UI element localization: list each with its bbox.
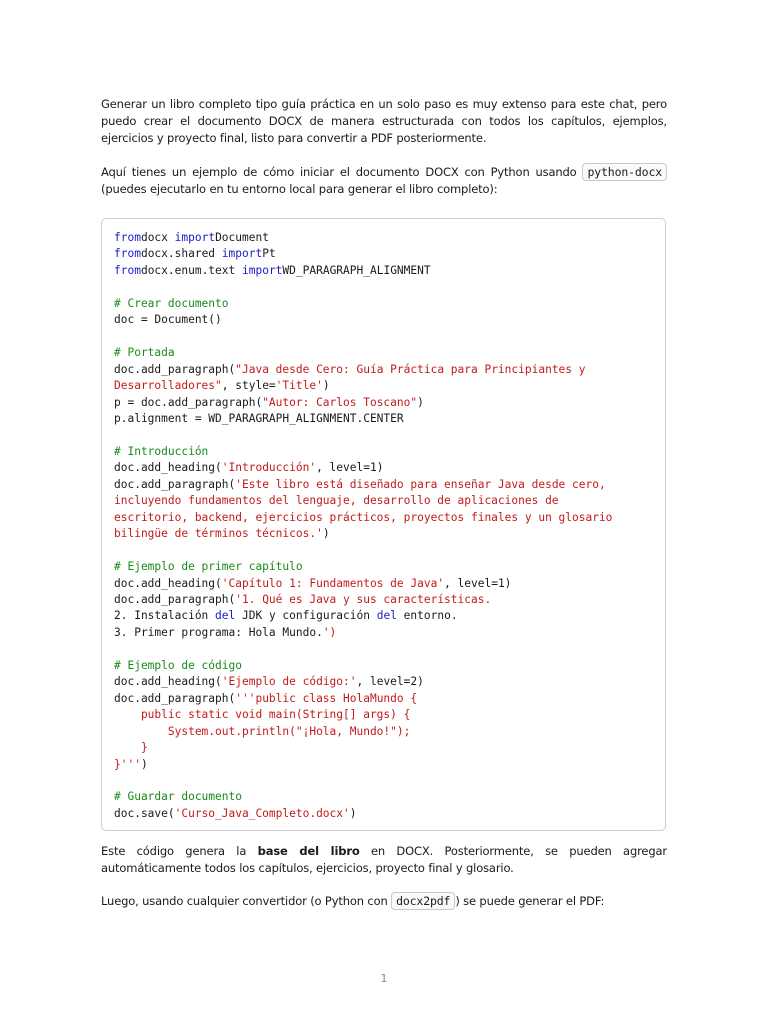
code-text: , style= <box>221 379 276 393</box>
code-string: 'Este libro está diseñado para enseñar Java desde cero, <box>235 477 606 491</box>
code-text: doc.add_heading( <box>114 675 222 689</box>
code-text: 3. Primer programa: Hola Mundo. <box>114 625 323 639</box>
code-string: 'Title' <box>275 379 323 393</box>
code-line <box>114 231 269 244</box>
code-text: , level=1) <box>444 576 512 590</box>
code-string: "Java desde Cero: Guía Práctica para Principiantes y <box>235 362 586 376</box>
code-line <box>114 659 242 672</box>
code-text: entorno. <box>396 609 458 623</box>
code-text: JDK y configuración <box>235 609 377 623</box>
code-comment: # Guardar documento <box>114 790 242 804</box>
code-text: ) <box>349 806 357 820</box>
inline-code-docx2pdf: docx2pdf <box>391 892 455 910</box>
intro-paragraph: Generar un libro completo tipo guía práctica en un solo paso es muy extenso para este chat, pero puedo crear el documento DOCX de manera estructurada con todos los capítulos, ejemplos, ejercicios y proyecto final, listo para convertir a PDF posteriormente. <box>101 97 667 145</box>
code-string: bilingüe de términos técnicos.' <box>114 527 323 541</box>
code-string: incluyendo fundamentos del lenguaje, desarrollo de aplicaciones de <box>114 494 559 508</box>
code-text: docx <box>140 231 175 244</box>
code-comment: # Introducción <box>114 444 209 458</box>
code-text: doc.add_heading( <box>114 576 222 590</box>
code-text: ) <box>140 757 148 771</box>
code-text: WD_PARAGRAPH_ALIGNMENT <box>282 263 431 277</box>
code-text: doc = Document() <box>114 313 222 327</box>
pdf-text-after: ) se puede generar el PDF: <box>455 894 605 908</box>
code-line <box>114 247 276 260</box>
code-text: , level=1) <box>316 461 384 475</box>
code-text: doc.add_paragraph( <box>114 691 236 705</box>
code-string: 'Curso_Java_Completo.docx' <box>174 806 350 820</box>
code-line <box>114 445 208 458</box>
code-keyword: from <box>114 231 141 244</box>
code-string: public static void main(String[] args) { <box>114 708 411 722</box>
code-text: Pt <box>262 247 276 261</box>
code-comment: # Crear documento <box>114 296 229 310</box>
code-comment: # Ejemplo de código <box>114 658 242 672</box>
code-text: doc.add_paragraph( <box>114 477 236 491</box>
code-line <box>114 511 612 524</box>
code-keyword: del <box>215 609 236 623</box>
pdf-text-before: Luego, usando cualquier convertidor (o Python con <box>101 894 392 908</box>
code-string: '1. Qué es Java y sus características. <box>235 592 492 606</box>
code-string: 'Capítulo 1: Fundamentos de Java' <box>221 576 445 590</box>
pdf-paragraph <box>101 893 667 910</box>
code-line <box>114 675 424 688</box>
code-line <box>114 593 491 606</box>
code-text: ) <box>417 395 424 409</box>
code-text: doc.add_paragraph( <box>114 362 236 376</box>
code-string: 'Introducción' <box>221 461 317 475</box>
code-text: p.alignment = WD_PARAGRAPH_ALIGNMENT.CENTER <box>114 411 404 425</box>
code-string: } <box>114 741 148 755</box>
code-block <box>101 218 666 831</box>
code-string: System.out.println("¡Hola, Mundo!"); <box>114 724 411 738</box>
code-string: }''' <box>114 757 141 771</box>
code-string: escritorio, backend, ejercicios prácticos, proyectos finales y un glosario <box>114 510 613 524</box>
code-line <box>114 708 410 721</box>
after-code-paragraph <box>101 843 667 877</box>
code-line <box>114 478 606 491</box>
code-content <box>114 230 612 822</box>
code-keyword: import <box>242 263 283 277</box>
code-string: ') <box>322 625 337 639</box>
code-text: docx.shared <box>140 247 222 261</box>
code-line <box>114 396 424 409</box>
code-text: Document <box>215 231 269 244</box>
code-line <box>114 379 330 392</box>
after-code-text-before: Este código genera la <box>101 844 258 858</box>
code-line <box>114 264 431 277</box>
code-text: docx.enum.text <box>140 263 242 277</box>
code-string: "Autor: Carlos Toscano" <box>262 395 418 409</box>
code-text: , level=2) <box>356 675 424 689</box>
inline-code-python-docx: python-docx <box>582 163 667 181</box>
code-text: doc.add_paragraph( <box>114 592 236 606</box>
code-line <box>114 313 222 326</box>
code-text: p = doc.add_paragraph( <box>114 395 263 409</box>
code-line <box>114 790 242 803</box>
code-line <box>114 577 511 590</box>
code-keyword: from <box>114 263 141 277</box>
example-text-before: Aquí tienes un ejemplo de cómo iniciar el documento DOCX con Python usando <box>101 165 583 179</box>
code-keyword: import <box>221 247 263 261</box>
code-line <box>114 527 330 540</box>
after-code-text-after: en DOCX. Posteriormente, se pueden agregar automáticamente todos los capítulos, ejercicios, proyecto final y glosario. <box>101 844 667 875</box>
example-paragraph <box>101 164 667 198</box>
code-line <box>114 560 303 573</box>
code-text: ) <box>322 527 330 541</box>
code-text: ) <box>322 379 330 393</box>
code-comment: # Portada <box>114 346 175 360</box>
page-number: 1 <box>380 972 388 985</box>
code-string: 'Ejemplo de código:' <box>221 675 357 689</box>
after-code-bold: base del libro <box>257 844 360 858</box>
code-line <box>114 626 336 639</box>
code-line <box>114 725 410 738</box>
code-keyword: import <box>174 231 216 244</box>
code-string: '''public class HolaMundo { <box>235 691 418 705</box>
example-text-after: (puedes ejecutarlo en tu entorno local para generar el libro completo): <box>101 182 498 196</box>
code-line <box>114 297 229 310</box>
code-line <box>114 692 417 705</box>
code-line <box>114 494 559 507</box>
code-text: doc.save( <box>114 806 175 820</box>
code-line <box>114 461 383 474</box>
code-comment: # Ejemplo de primer capítulo <box>114 560 303 574</box>
code-line <box>114 609 458 622</box>
code-line <box>114 363 586 376</box>
code-line <box>114 741 148 754</box>
code-keyword: from <box>114 247 141 261</box>
code-line <box>114 412 404 425</box>
code-text: 2. Instalación <box>114 609 216 623</box>
code-text: doc.add_heading( <box>114 461 222 475</box>
code-line <box>114 807 357 820</box>
code-keyword: del <box>376 609 397 623</box>
code-string: Desarrolladores" <box>114 379 222 393</box>
code-line <box>114 346 175 359</box>
code-line <box>114 758 148 771</box>
